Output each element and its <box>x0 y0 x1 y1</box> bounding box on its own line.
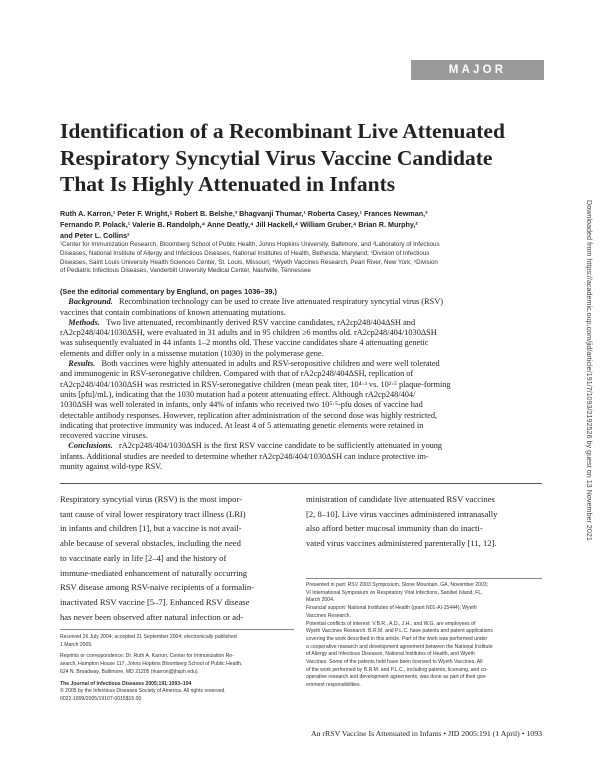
abstract-line: munity against wild-type RSV. <box>60 462 163 472</box>
body-line: vated virus vaccines administered parenterally [11, 12]. <box>306 538 497 549</box>
abstract-line <box>60 297 542 307</box>
abstract-line <box>60 441 542 451</box>
editorial-commentary-note: (See the editorial commentary by Englund, on pages 1036–39.) <box>60 287 277 296</box>
abstract-text: Two live attenuated, recombinantly derived RSV vaccine candidates, rA2cp248/404ΔSH and <box>106 317 416 327</box>
footnote-divider <box>306 578 542 579</box>
background-heading: Background. <box>68 297 113 307</box>
footnote-line: 624 N. Broadway, Baltimore, MD 21205 (rkarron@jhsph.edu). <box>60 668 199 675</box>
body-line: in infants and children [1], but a vaccine is not avail- <box>60 523 242 534</box>
body-line: Respiratory syncytial virus (RSV) is the most impor- <box>60 494 242 504</box>
journal-citation: The Journal of Infectious Diseases 2005;191:1093–104 <box>60 680 192 687</box>
footnote-line: Received 26 July 2004; accepted 21 September 2004; electronically published <box>60 634 237 640</box>
body-line: also afford better mucosal immunity than do inacti- <box>306 523 483 534</box>
footnote-line: Reprints or correspondence: Dr. Ruth A. Karron, Center for Immunization Re- <box>60 653 234 660</box>
abstract-text: Recombination technology can be used to create live attenuated respiratory syncytial virus (RSV) <box>119 297 443 307</box>
footnote-line: Potential conflicts of interest: V.B.R., A.D., J.H., and W.G. are employees of <box>306 620 476 627</box>
title-line: Identification of a Recombinant Live Attenuated <box>60 119 505 143</box>
body-line: tant cause of viral lower respiratory tract illness (LRI) <box>60 508 246 519</box>
methods-heading: Methods. <box>68 317 100 327</box>
body-line: to vaccinate early in life [2–4] and the history of <box>60 552 227 563</box>
abstract-line <box>60 359 542 369</box>
article-type-banner: MAJOR ARTICLE <box>411 60 544 80</box>
abstract-line: detectable antibody responses. However, replication after administration of the second dose was highly restricted, <box>60 410 438 420</box>
abstract <box>60 287 542 472</box>
footnote-line: covering the work described in this article. Part of the work was performed under <box>306 635 488 642</box>
abstract-line: and immunogenic in RSV-seronegative children. Compared with that of rA2cp248/404ΔSH, replication of <box>60 369 414 379</box>
abstract-line: indicating that protective immunity was induced. At least 4 of 5 attenuating genetic elements were retained in <box>60 420 424 430</box>
affiliation-line: Diseases, National Institute of Allergy and Infectious Diseases, National Institutes of Health, Bethesda, Maryland; ³Division of Infectious <box>60 249 430 257</box>
body-column-left <box>60 492 294 624</box>
body-line: ministration of candidate live attenuated RSV vaccines <box>306 494 495 504</box>
footnote-line: Vaccines Research. <box>306 612 351 619</box>
footnote-line: Wyeth Vaccines Research. B.R.M. and P.L.C. have patents and patent applications <box>306 628 493 635</box>
author-line: Ruth A. Karron,¹ Peter F. Wright,⁵ Robert B. Belshe,³ Bhagvanji Thumar,¹ Roberta Casey,¹ Frances Newman,³ <box>60 209 428 218</box>
abstract-line: infants. Additional studies are needed to determine whether rA2cp248/404/1030ΔSH can induce protective im- <box>60 451 429 461</box>
affiliation-line: of Pediatric Infectious Diseases, Vanderbilt University Medical Center, Nashville, Tennessee <box>60 267 311 275</box>
affiliations <box>60 241 542 276</box>
footnote-line: 1 March 2005. <box>60 641 93 648</box>
author-line: and Peter L. Collins² <box>60 231 130 240</box>
body-line: [2, 8–10]. Live virus vaccines administered intranasally <box>306 508 498 519</box>
body-line: RSV disease among RSV-naive recipients of a formalin- <box>60 582 255 593</box>
abstract-line: 1030ΔSH was well tolerated in infants, only 44% of infants who received two 10⁵·⁵-pfu doses of vaccine had <box>60 400 423 410</box>
article-title <box>60 118 540 198</box>
footnote-line: a cooperative research and development agreement between the National Institute <box>306 643 493 650</box>
body-line: inactivated RSV vaccine [5–7]. Enhanced RSV disease <box>60 596 250 607</box>
footnote-line: Presented in part: RSV 2003 Symposium, Stone Mountain, GA, November 2003; <box>306 582 489 588</box>
abstract-text: Both vaccines were highly attenuated in adults and RSV-seropositive children and were well tolerated <box>101 359 440 369</box>
abstract-line: recovered vaccine viruses. <box>60 431 148 441</box>
author-list <box>60 208 542 241</box>
footnote-line: of the work performed by B.R.M. and P.L.C., including patents, licensing, and co- <box>306 666 488 673</box>
abstract-line: rA2cp248/404/1030ΔSH was restricted in RSV-seronegative children (mean peak titer, 10⁴·³ vs. 10²·⁵ plaque-forming <box>60 379 451 389</box>
abstract-line: vaccines that contain combinations of known attenuating mutations. <box>60 307 286 317</box>
title-line: Respiratory Syncytial Virus Vaccine Candidate <box>60 145 493 170</box>
abstract-line: units [pfu]/mL), indicating that the 1030 mutation had a potent attenuating effect. Although rA2cp248/404/ <box>60 389 416 399</box>
author-line: Fernando P. Polack,¹ Valerie B. Randolph,⁴ Anne Deatly,⁴ Jill Hackell,⁴ William Gruber,⁴ Brian R. Murphy,² <box>60 220 418 229</box>
download-watermark: Downloaded from https://academic.oup.com/jid/article/191/7/1093/2192526 by guest on 13 November 2021 <box>585 200 594 541</box>
abstract-line: elements and differ only in a missense mutation (1030) in the polymerase gene. <box>60 348 324 358</box>
footnote-line: Financial support: National Institutes of Health (grant N01-AI-15444); Wyeth <box>306 605 477 612</box>
footnote-line: of Allergy and Infectious Diseases, National Institutes of Health, and Wyeth <box>306 651 475 658</box>
conclusions-heading: Conclusions. <box>68 441 113 451</box>
footnotes-right <box>306 582 544 690</box>
body-line: has never been observed after natural infection or ad- <box>60 611 244 622</box>
footnote-line: March 2004. <box>306 597 335 604</box>
affiliation-line: ¹Center for Immunization Research, Bloomberg School of Public Health, Johns Hopkins University, Baltimore, and ²Laboratory of Infectious <box>60 241 440 248</box>
abstract-line: was subsequently evaluated in 44 infants 1–2 months old. These vaccine candidates share 4 attenuating genetic <box>60 338 429 348</box>
body-line: immune-mediated enhancement of naturally occurring <box>60 567 248 578</box>
abstract-divider <box>60 483 542 484</box>
copyright-line: © 2005 by the Infectious Diseases Society of America. All rights reserved. <box>60 688 226 695</box>
body-line: able because of several obstacles, including the need <box>60 538 241 549</box>
abstract-line: rA2cp248/404/1030ΔSH, were evaluated in 31 adults and in 95 children ≥6 months old. rA2cp248/404/1030ΔSH <box>60 328 437 338</box>
abstract-line <box>60 318 542 328</box>
footnotes-left <box>60 634 294 704</box>
abstract-text: rA2cp248/404/1030ΔSH is the first RSV vaccine candidate to be sufficiently attenuated in young <box>119 441 443 451</box>
download-sidebar <box>586 200 594 730</box>
issn-line: 0022-1899/2005/19107-0015$15.00 <box>60 695 142 702</box>
title-line: That Is Highly Attenuated in Infants <box>60 172 396 196</box>
footnote-line: ernment responsibilities. <box>306 682 361 689</box>
page-footer: An rRSV Vaccine Is Attenuated in Infants • JID 2005:191 (1 April) • 1093 <box>310 729 542 738</box>
footnote-divider <box>60 629 294 630</box>
footnote-line: Vaccines. Some of the patents held have been licensed to Wyeth Vaccines. All <box>306 659 483 666</box>
results-heading: Results. <box>68 359 96 369</box>
body-column-right <box>306 492 540 551</box>
footnote-line: operative research and development agreements, was done as part of their gov- <box>306 674 487 681</box>
footnote-line: VI International Symposium on Respiratory Viral Infections, Sanibel Island, FL, <box>306 589 483 596</box>
affiliation-line: Diseases, Saint Louis University Health Sciences Center, St. Louis, Missouri; ⁴Wyeth Vaccines Research, Pearl River, New York; ⁵Division <box>60 258 438 266</box>
footnote-line: search, Hampton House 117, Johns Hopkins Bloomberg School of Public Health, <box>60 661 243 668</box>
